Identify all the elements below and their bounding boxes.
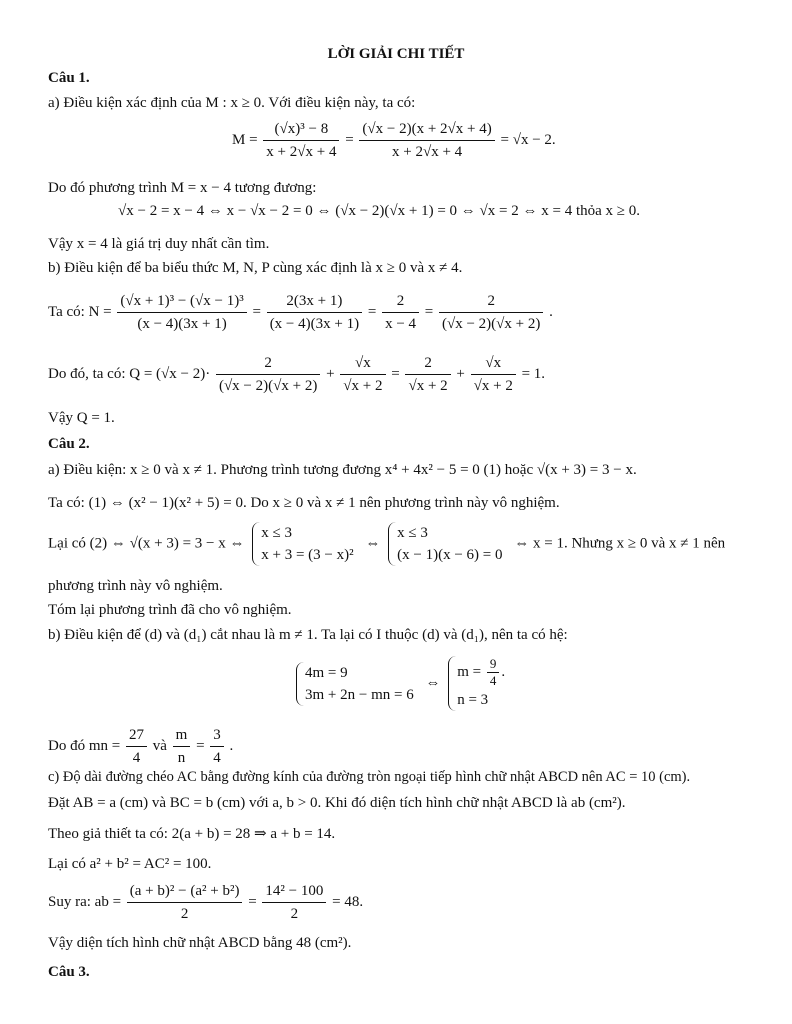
b-sys2-frac-den: 4 — [489, 673, 497, 688]
cau2-c-line1: c) Độ dài đường chéo AC bằng đường kính của đường tròn ngoại tiếp hình chữ nhật ABCD nên AC = 10 (cm). — [48, 769, 691, 785]
cau2-a-line2: Ta có: (1) ⇔ (x² − 1)(x² + 5) = 0. Do x ≥ 0 và x ≠ 1 nên phương trình này vô nghiệm. — [48, 495, 560, 511]
sys1-row1: x ≤ 3 — [261, 525, 292, 541]
N-frac4-num: 2 — [439, 290, 543, 313]
Q-frac4-num: √x — [471, 352, 516, 375]
ab-frac1 — [127, 880, 243, 925]
ab-result: = 48. — [332, 893, 364, 910]
ab-frac2 — [262, 880, 326, 925]
N-frac2-num: 2(3x + 1) — [267, 290, 362, 313]
M-frac1 — [263, 118, 339, 163]
ab-frac2-num: 14² − 100 — [262, 880, 326, 903]
b-sys2-frac — [487, 656, 500, 689]
N-frac4-den: (√x − 2)(√x + 2) — [442, 316, 541, 332]
Q-frac1 — [216, 352, 320, 397]
b-sys1-row1: 4m = 9 — [305, 664, 348, 681]
Q-left: Do đó, ta có: Q = (√x − 2)· — [48, 365, 211, 382]
Q-frac3-den: √x + 2 — [408, 378, 448, 394]
b-result-frac1-den: 4 — [132, 750, 141, 766]
M-frac1-num: (√x)³ − 8 — [263, 118, 339, 141]
N-frac3-den: x − 4 — [385, 316, 417, 332]
cau1-b-line-end: Vậy Q = 1. — [48, 410, 115, 426]
cau1-M-equation: M = $\frac{\text{(√x)³ − 8}}{x + 2√x + 4}$ = $\frac{(√x - 2)(x + 2√x + 4)}{x + 2√x + 4}$ = √x − 2. — [232, 118, 556, 163]
Q-frac4-den: √x + 2 — [473, 378, 513, 394]
cau2-a-line3-left: Lại có (2) ⇔ √(x + 3) = 3 − x ⇔ — [48, 535, 245, 552]
b-sys2-row1: m = $\frac{9}{4}$ . — [457, 656, 506, 688]
b-result-frac3 — [210, 724, 224, 769]
Q-frac4 — [471, 352, 516, 397]
cau1-N-equation: Ta có: N = $\frac{\text{(√x + 1)³ − (√x − 1)³}}{(x - 4)(3x + 1)}$ = $\frac{2(3x + 1)}{(x - 4)(3x + 1)}$ = $\frac{2}{x - 4}$ = $\frac{2}{(√x - 2)(√x + 2)}$ . — [48, 290, 553, 335]
b-sys2-frac-num: 9 — [487, 656, 500, 673]
page-title: LỜI GIẢI CHI TIẾT — [327, 46, 465, 62]
sys1-row2: x + 3 = (3 − x)² — [261, 547, 354, 563]
cau2-b-result: Do đó mn = $\frac{27}{4}$ và $\frac{m}{n}$ = $\frac{3}{4}$ . — [48, 724, 233, 769]
M-result: = √x − 2. — [500, 131, 556, 148]
N-frac1 — [117, 290, 246, 335]
cau2-c-line3: Theo giả thiết ta có: 2(a + b) = 28 ⇒ a + b = 14. — [48, 826, 336, 842]
b-sys1-row2: 3m + 2n − mn = 6 — [305, 686, 414, 703]
cau1-a-line4: Vậy x = 4 là giá trị duy nhất cần tìm. — [48, 236, 270, 252]
Q-frac3-num: 2 — [405, 352, 450, 375]
Q-frac3 — [405, 352, 450, 397]
sys2-row1: x ≤ 3 — [397, 525, 428, 541]
cau2-b-system: 4m = 9 3m + 2n − mn = 6 ⇔ m = $\frac{9}{4}$ . n = 3 — [292, 656, 513, 711]
Q-frac2-den: √x + 2 — [343, 378, 383, 394]
ab-left: Suy ra: ab = — [48, 893, 122, 910]
cau2-a-line3: Lại có (2) ⇔ √(x + 3) = 3 − x ⇔ x ≤ 3 x + 3 = (3 − x)² ⇔ x ≤ 3 (x − 1)(x − 6) = 0 ⇔ x = 1. Nhưng x ≥ 0 và x ≠ 1 nên — [48, 522, 725, 566]
N-frac2 — [267, 290, 362, 335]
cau1-a-line1: a) Điều kiện xác định của M : x ≥ 0. Với điều kiện này, ta có: — [48, 95, 416, 111]
b-sys2-row2: n = 3 — [457, 692, 489, 708]
b-result-left: Do đó mn = — [48, 737, 121, 754]
Q-frac1-den: (√x − 2)(√x + 2) — [218, 378, 318, 394]
N-frac3-num: 2 — [382, 290, 419, 313]
cau1-heading: Câu 1. — [48, 70, 90, 86]
b-sys2-row1-left: m = — [457, 663, 482, 680]
cau2-c-line4: Lại có a² + b² = AC² = 100. — [48, 856, 212, 872]
cau2-sys1 — [252, 522, 357, 566]
M-frac2 — [359, 118, 494, 163]
N-frac4 — [439, 290, 543, 335]
cau2-a-line5: Tóm lại phương trình đã cho vô nghiệm. — [48, 602, 292, 618]
cau2-heading: Câu 2. — [48, 436, 90, 452]
ab-frac1-den: 2 — [180, 906, 189, 922]
Q-frac1-num: 2 — [216, 352, 320, 375]
M-frac1-den: x + 2√x + 4 — [266, 144, 337, 160]
Q-frac2 — [340, 352, 385, 397]
N-frac1-den: (x − 4)(3x + 1) — [137, 316, 227, 332]
b-result-frac2-den: n — [177, 750, 186, 766]
b-result-frac2 — [173, 724, 191, 769]
cau2-c-line5: Vậy diện tích hình chữ nhật ABCD bằng 48 (cm²). — [48, 935, 352, 951]
cau2-b-sys2 — [448, 656, 509, 711]
M-left: M = — [232, 131, 258, 148]
ab-frac1-num: (a + b)² − (a² + b²) — [127, 880, 243, 903]
N-frac2-den: (x − 4)(3x + 1) — [269, 316, 360, 332]
Q-frac2-num: √x — [340, 352, 385, 375]
cau2-c-line2: Đặt AB = a (cm) và BC = b (cm) với a, b > 0. Khi đó diện tích hình chữ nhật ABCD là ab (cm²). — [48, 795, 626, 811]
ab-frac2-den: 2 — [290, 906, 299, 922]
sys2-row2: (x − 1)(x − 6) = 0 — [397, 547, 503, 563]
cau1-a-line2: Do đó phương trình M = x − 4 tương đương: — [48, 180, 317, 196]
b-result-mid: và — [152, 737, 167, 754]
Q-result: = 1. — [521, 365, 546, 382]
b-result-frac1-num: 27 — [126, 724, 147, 747]
b-result-frac3-den: 4 — [213, 750, 221, 766]
cau2-sys2 — [388, 522, 506, 566]
cau2-a-line4: phương trình này vô nghiệm. — [48, 578, 223, 594]
cau2-a-line1: a) Điều kiện: x ≥ 0 và x ≠ 1. Phương trình tương đương x⁴ + 4x² − 5 = 0 (1) hoặc √(x + 3) = 3 − x. — [48, 462, 637, 478]
cau1-a-line3: √x − 2 = x − 4 ⇔ x − √x − 2 = 0 ⇔ (√x − 2)(√x + 1) = 0 ⇔ √x = 2 ⇔ x = 4 thỏa x ≥ 0. — [118, 203, 641, 219]
M-frac2-num: (√x − 2)(x + 2√x + 4) — [359, 118, 494, 141]
N-frac3 — [382, 290, 419, 335]
b-result-frac3-num: 3 — [210, 724, 224, 747]
N-left: Ta có: N = — [48, 303, 112, 320]
cau1-Q-equation: Do đó, ta có: Q = (√x − 2)· $\frac{2}{(√x - 2)(√x + 2)}$ + $\frac{√x}{√x + 2}$ = $\frac{2}{√x + 2}$ + $\frac{√x}{√x + 2}$ = 1. — [48, 352, 545, 397]
cau2-c-ab-equation: Suy ra: ab = $\frac{\text{(a + b)² − (a² + b²)}}{2}$ = $\frac{\text{14² − 100}}{2}$ = 48. — [48, 880, 363, 925]
N-frac1-num: (√x + 1)³ − (√x − 1)³ — [117, 290, 246, 313]
cau2-b-line1: b) Điều kiện để (d) và (d₁) cắt nhau là m ≠ 1. Ta lại có I thuộc (d) và (d₁), nên ta có hệ: — [48, 627, 568, 643]
b-result-frac1 — [126, 724, 147, 769]
cau3-heading: Câu 3. — [48, 964, 90, 980]
cau2-a-line3-right: ⇔ x = 1. Nhưng x ≥ 0 và x ≠ 1 nên — [514, 535, 726, 552]
M-frac2-den: x + 2√x + 4 — [392, 144, 463, 160]
cau2-b-sys1 — [296, 662, 418, 706]
cau1-b-line1: b) Điều kiện để ba biểu thức M, N, P cùng xác định là x ≥ 0 và x ≠ 4. — [48, 260, 463, 276]
b-result-frac2-num: m — [173, 724, 191, 747]
